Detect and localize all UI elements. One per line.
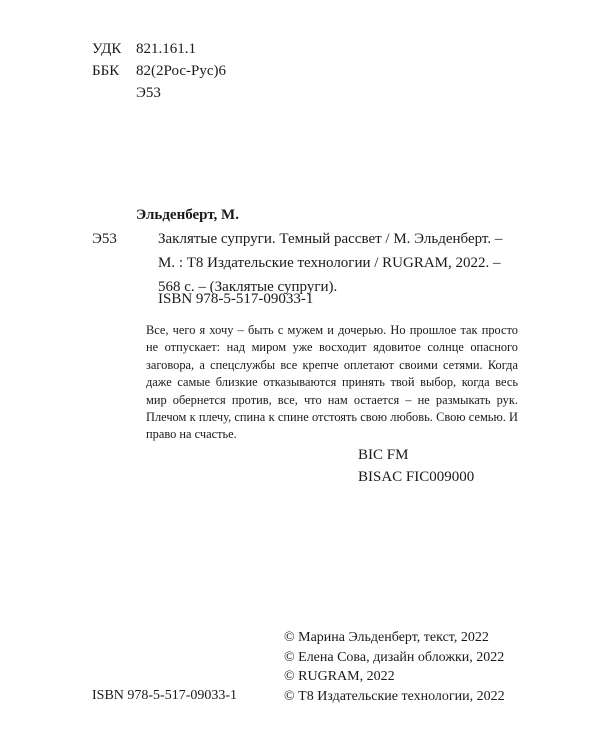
isbn-main: ISBN 978-5-517-09033-1 xyxy=(158,291,314,307)
copyright-line: © RUGRAM, 2022 xyxy=(284,669,395,684)
bbk-value: 82(2Рос-Рус)6 xyxy=(136,63,226,79)
bbk-line xyxy=(92,60,226,82)
author-sign: Э53 xyxy=(136,85,161,101)
subject-codes xyxy=(358,444,474,488)
bic-code: BIC FM xyxy=(358,447,409,463)
udk-value: 821.161.1 xyxy=(136,41,196,57)
copyright-line: © Марина Эльденберт, текст, 2022 xyxy=(284,630,489,645)
udk-line xyxy=(92,38,196,60)
copyright-line: © Елена Сова, дизайн обложки, 2022 xyxy=(284,649,505,665)
bib-line-1: Заклятые супруги. Темный рассвет / М. Эльденберт. – xyxy=(158,231,503,247)
bisac-code: BISAC FIC009000 xyxy=(358,469,475,485)
copyright-block xyxy=(284,628,505,706)
isbn-footer: ISBN 978-5-517-09033-1 xyxy=(92,688,238,703)
bbk-label: ББК xyxy=(92,63,120,79)
author-heading: Эльденберт, М. xyxy=(136,207,239,223)
margin-author-sign: Э53 xyxy=(92,231,117,247)
annotation-text: Все, чего я хочу – быть с мужем и дочерью. Но прошлое так просто не отпускает: над миром уже восходит ядовитое солнце опасного заговора, а спецслужбы все крепче оплетают своими сетями. Когда даже самые близкие отказываются принять твой выбор, когда весь мир обернется против, все, что нам остается – не размыкать рук. Плечом к плечу, спина к спине отстоять свою любовь. Свою семью. И право на счастье. xyxy=(146,323,518,442)
bib-line-3: 568 с. – (Заклятые супруги). xyxy=(158,279,338,295)
copyright-line: © Т8 Издательские технологии, 2022 xyxy=(284,688,505,704)
bibliographic-description xyxy=(158,227,502,299)
bib-line-2: М. : Т8 Издательские технологии / RUGRAM, 2022. – xyxy=(158,255,501,271)
udk-label: УДК xyxy=(92,41,122,57)
